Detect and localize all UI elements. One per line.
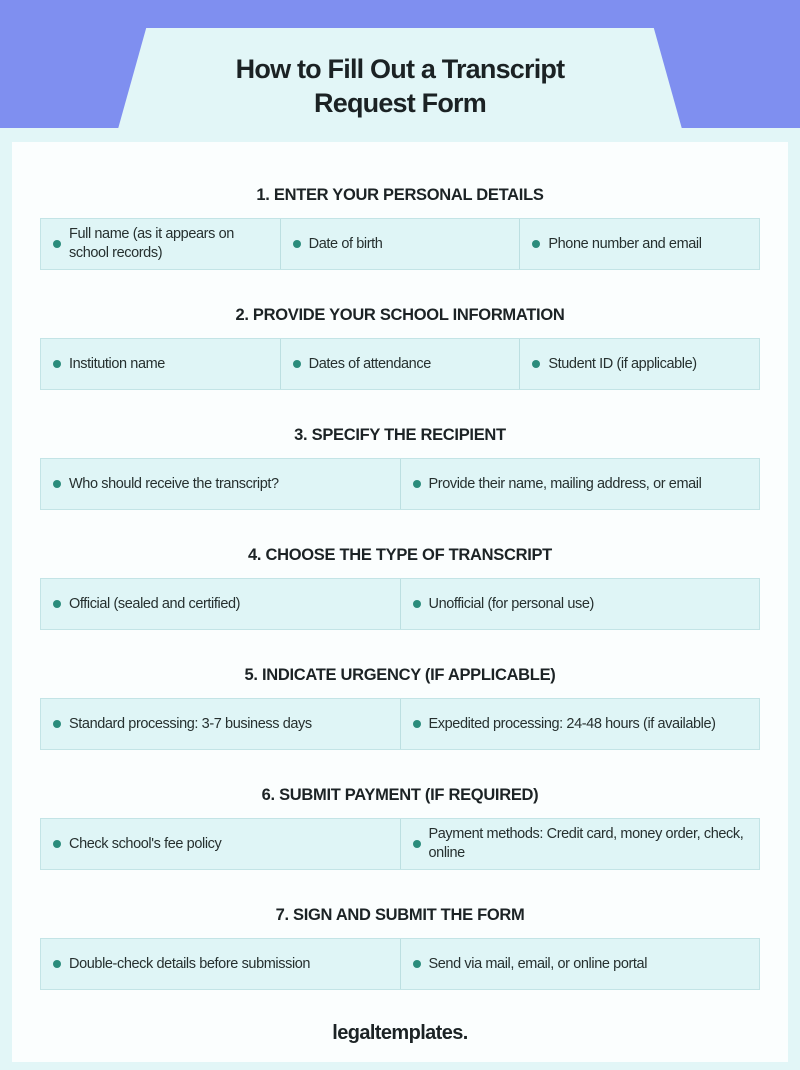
step-section — [40, 664, 760, 750]
step-items-box — [40, 938, 760, 990]
bullet-icon — [53, 840, 61, 848]
step-item-text: Institution name — [69, 355, 165, 372]
bullet-icon — [413, 600, 421, 608]
bullet-icon — [53, 720, 61, 728]
step-item-text: Phone number and email — [548, 235, 702, 252]
step-title: 1. ENTER YOUR PERSONAL DETAILS — [256, 186, 544, 204]
step-item — [41, 339, 280, 389]
bullet-icon — [532, 360, 540, 368]
step-item — [400, 699, 760, 749]
title-line-1: How to Fill Out a Transcript — [235, 54, 565, 84]
bullet-icon — [413, 960, 421, 968]
step-items-box — [40, 458, 760, 510]
step-title: 5. INDICATE URGENCY (IF APPLICABLE) — [244, 666, 556, 684]
step-item-text: Provide their name, mailing address, or email — [428, 475, 702, 492]
step-item — [519, 339, 759, 389]
step-item — [41, 219, 280, 269]
step-item-text: Student ID (if applicable) — [548, 355, 697, 372]
step-title: 7. SIGN AND SUBMIT THE FORM — [275, 906, 525, 924]
step-item — [41, 459, 400, 509]
bullet-icon — [53, 480, 61, 488]
step-items-box — [40, 218, 760, 270]
step-title: 4. CHOOSE THE TYPE OF TRANSCRIPT — [248, 546, 552, 564]
step-items-box — [40, 818, 760, 870]
step-item — [400, 459, 760, 509]
bullet-icon — [53, 240, 61, 248]
step-item-text: Who should receive the transcript? — [69, 475, 279, 492]
step-item — [280, 339, 520, 389]
step-item-text: Send via mail, email, or online portal — [428, 955, 648, 972]
step-item — [280, 219, 520, 269]
step-item-text: Date of birth — [308, 235, 383, 252]
step-items-box — [40, 698, 760, 750]
title-line-2: Request Form — [314, 88, 486, 118]
step-items-box — [40, 338, 760, 390]
step-item — [400, 579, 760, 629]
step-item — [41, 699, 400, 749]
step-title: 2. PROVIDE YOUR SCHOOL INFORMATION — [235, 306, 565, 324]
step-item-text: Double-check details before submission — [69, 955, 311, 972]
bullet-icon — [413, 720, 421, 728]
step-title: 6. SUBMIT PAYMENT (IF REQUIRED) — [261, 786, 539, 804]
bullet-icon — [293, 240, 301, 248]
step-section — [40, 784, 760, 870]
step-title: 3. SPECIFY THE RECIPIENT — [294, 426, 506, 444]
step-item-text: Dates of attendance — [308, 355, 431, 372]
step-item-text: Payment methods: Credit card, money order, check, online — [428, 826, 744, 861]
step-items-box — [40, 578, 760, 630]
header — [150, 28, 650, 129]
bullet-icon — [413, 480, 421, 488]
step-section — [40, 424, 760, 510]
step-item-text: Full name (as it appears on school records) — [69, 226, 234, 261]
step-section — [40, 184, 760, 270]
step-section — [40, 904, 760, 990]
bullet-icon — [53, 600, 61, 608]
step-item — [519, 219, 759, 269]
step-item — [41, 819, 400, 869]
bullet-icon — [53, 360, 61, 368]
bullet-icon — [532, 240, 540, 248]
bullet-icon — [413, 840, 421, 848]
step-item — [400, 819, 760, 869]
step-section — [40, 544, 760, 630]
step-item-text: Unofficial (for personal use) — [428, 595, 594, 612]
step-item — [41, 579, 400, 629]
brand-logo: legaltemplates. — [332, 1022, 468, 1044]
bullet-icon — [293, 360, 301, 368]
bullet-icon — [53, 960, 61, 968]
step-section — [40, 304, 760, 390]
step-item-text: Check school's fee policy — [69, 835, 222, 852]
step-item — [400, 939, 760, 989]
step-item-text: Official (sealed and certified) — [69, 595, 241, 612]
step-item — [41, 939, 400, 989]
step-item-text: Expedited processing: 24-48 hours (if available) — [428, 715, 716, 732]
step-item-text: Standard processing: 3-7 business days — [69, 715, 312, 732]
page-title — [150, 52, 650, 120]
